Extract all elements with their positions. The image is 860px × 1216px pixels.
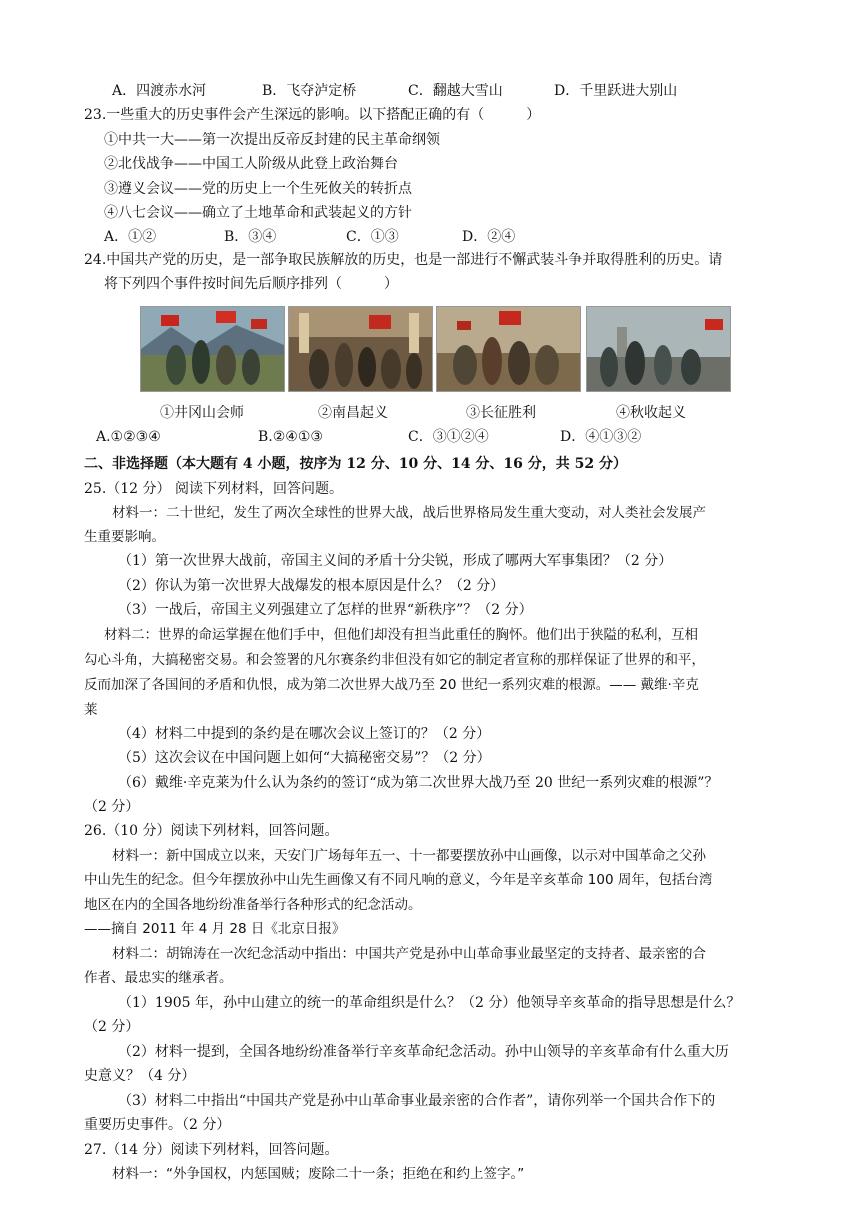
q24-option-c: C．③①②④	[408, 429, 489, 445]
q22-option-d: D．千里跃进大别山	[554, 83, 678, 99]
q23-item-1: ①中共一大——第一次提出反帝反封建的民主革命纲领	[104, 132, 440, 148]
q25-material2-line3: 反而加深了各国间的矛盾和仇恨，成为第二次世界大战乃至 20 世纪一系列灾难的根源。—— 戴维·辛克	[84, 677, 699, 693]
q25-sub4: （4）材料二中提到的条约是在哪次会议上签订的？（2 分）	[118, 726, 491, 742]
q25-material1-line1: 材料一：二十世纪，发生了两次全球性的世界大战，战后世界格局发生重大变动，对人类社会发展产	[112, 505, 706, 521]
q26-material1-line1: 材料一：新中国成立以来，天安门广场每年五一、十一都要摆放孙中山画像，以示对中国革命之父孙	[112, 848, 706, 864]
q22-option-b: B．飞夺泸定桥	[262, 83, 357, 99]
caption-jinggangshan: ①井冈山会师	[160, 405, 244, 421]
q23-item-2: ②北伐战争——中国工人阶级从此登上政治舞台	[104, 156, 398, 172]
q25-material2-line2: 勾心斗角，大搞秘密交易。和会签署的凡尔赛条约非但没有如它的制定者宣称的那样保证了世界的和平，	[84, 652, 705, 668]
q22-option-a: A．四渡赤水河	[112, 83, 207, 99]
q25-sub2: （2）你认为第一次世界大战爆发的根本原因是什么？（2 分）	[118, 578, 505, 594]
caption-autumn-harvest: ④秋收起义	[616, 405, 686, 421]
q25-sub5: （5）这次会议在中国问题上如何“大搞秘密交易”？（2 分）	[118, 750, 491, 766]
q26-sub2-line1: （2）材料一提到，全国各地纷纷准备举行辛亥革命纪念活动。孙中山领导的辛亥革命有什么重大历	[118, 1044, 729, 1060]
q26-sub3-line2: 重要历史事件。（2 分）	[84, 1117, 231, 1133]
q27-stem: 27.（14 分）阅读下列材料，回答问题。	[84, 1142, 339, 1158]
q24-option-b: B.②④①③	[258, 429, 323, 445]
q25-material2-line1: 材料二：世界的命运掌握在他们手中，但他们却没有担当此重任的胸怀。他们出于狭隘的私利，互相	[104, 627, 698, 643]
painting-jinggangshan-meeting	[140, 306, 285, 392]
painting-long-march-victory	[436, 306, 581, 392]
q23-item-4: ④八七会议——确立了土地革命和武装起义的方针	[104, 205, 412, 221]
q25-sub6-line2: （2 分）	[84, 799, 140, 815]
q25-material1-line2: 生重要影响。	[84, 529, 165, 545]
caption-long-march: ③长征胜利	[466, 405, 536, 421]
q26-material2-line2: 作者、最忠实的继承者。	[84, 970, 233, 986]
painting-autumn-harvest-uprising	[586, 306, 731, 392]
q23-option-c: C．①③	[346, 229, 399, 245]
q25-material2-line4: 莱	[84, 702, 98, 718]
q22-option-c: C．翻越大雪山	[408, 83, 503, 99]
painting-nanchang-uprising	[288, 306, 433, 392]
q23-option-b: B．③④	[224, 229, 277, 245]
section-2-heading: 二、非选择题（本大题有 4 小题，按序为 12 分、10 分、14 分、16 分，共 52 分）	[84, 456, 628, 472]
q24-stem-line1: 24.中国共产党的历史，是一部争取民族解放的历史，也是一部进行不懈武装斗争并取得胜利的历史。请	[84, 252, 723, 268]
q25-sub6-line1: （6）戴维·辛克莱为什么认为条约的签订“成为第二次世界大战乃至 20 世纪一系列灾难的根源”？	[118, 775, 719, 791]
q26-sub2-line2: 史意义？（4 分）	[84, 1068, 196, 1084]
q26-sub1-line1: （1）1905 年，孙中山建立的统一的革命组织是什么？（2 分）他领导辛亥革命的指导思想是什么？	[118, 995, 741, 1011]
q24-option-d: D．④①③②	[560, 429, 642, 445]
q23-option-d: D．②④	[462, 229, 516, 245]
q27-material1: 材料一：“外争国权，内惩国贼；废除二十一条；拒绝在和约上签字。”	[112, 1166, 525, 1182]
q23-item-3: ③遵义会议——党的历史上一个生死攸关的转折点	[104, 181, 412, 197]
q25-stem: 25.（12 分） 阅读下列材料，回答问题。	[84, 481, 343, 497]
caption-nanchang: ②南昌起义	[318, 405, 388, 421]
q23-stem: 23.一些重大的历史事件会产生深远的影响。以下搭配正确的有（ ）	[84, 107, 541, 123]
q26-material1-line3: 地区在内的全国各地纷纷准备举行各种形式的纪念活动。	[84, 897, 422, 913]
q25-sub1: （1）第一次世界大战前，帝国主义间的矛盾十分尖锐，形成了哪两大军事集团？（2 分）	[118, 553, 673, 569]
q26-stem: 26.（10 分）阅读下列材料，回答问题。	[84, 823, 339, 839]
q25-sub3: （3）一战后，帝国主义列强建立了怎样的世界“新秩序”？（2 分）	[118, 602, 533, 618]
q23-option-a: A．①②	[104, 229, 157, 245]
q26-material2-line1: 材料二：胡锦涛在一次纪念活动中指出：中国共产党是孙中山革命事业最坚定的支持者、最亲密的合	[112, 946, 706, 962]
q24-stem-line2: 将下列四个事件按时间先后顺序排列（ ）	[104, 276, 398, 292]
q24-option-a: A.①②③④	[96, 429, 161, 445]
q26-sub1-line2: （2 分）	[84, 1019, 140, 1035]
q26-material1-line2: 中山先生的纪念。但今年摆放孙中山先生画像又有不同凡响的意义，今年是辛亥革命 100 周年，包括台湾	[84, 872, 713, 888]
q26-sub3-line1: （3）材料二中指出“中国共产党是孙中山革命事业最亲密的合作者”，请你列举一个国共合作下的	[118, 1093, 716, 1109]
q26-source: ——摘自 2011 年 4 月 28 日《北京日报》	[84, 921, 346, 937]
